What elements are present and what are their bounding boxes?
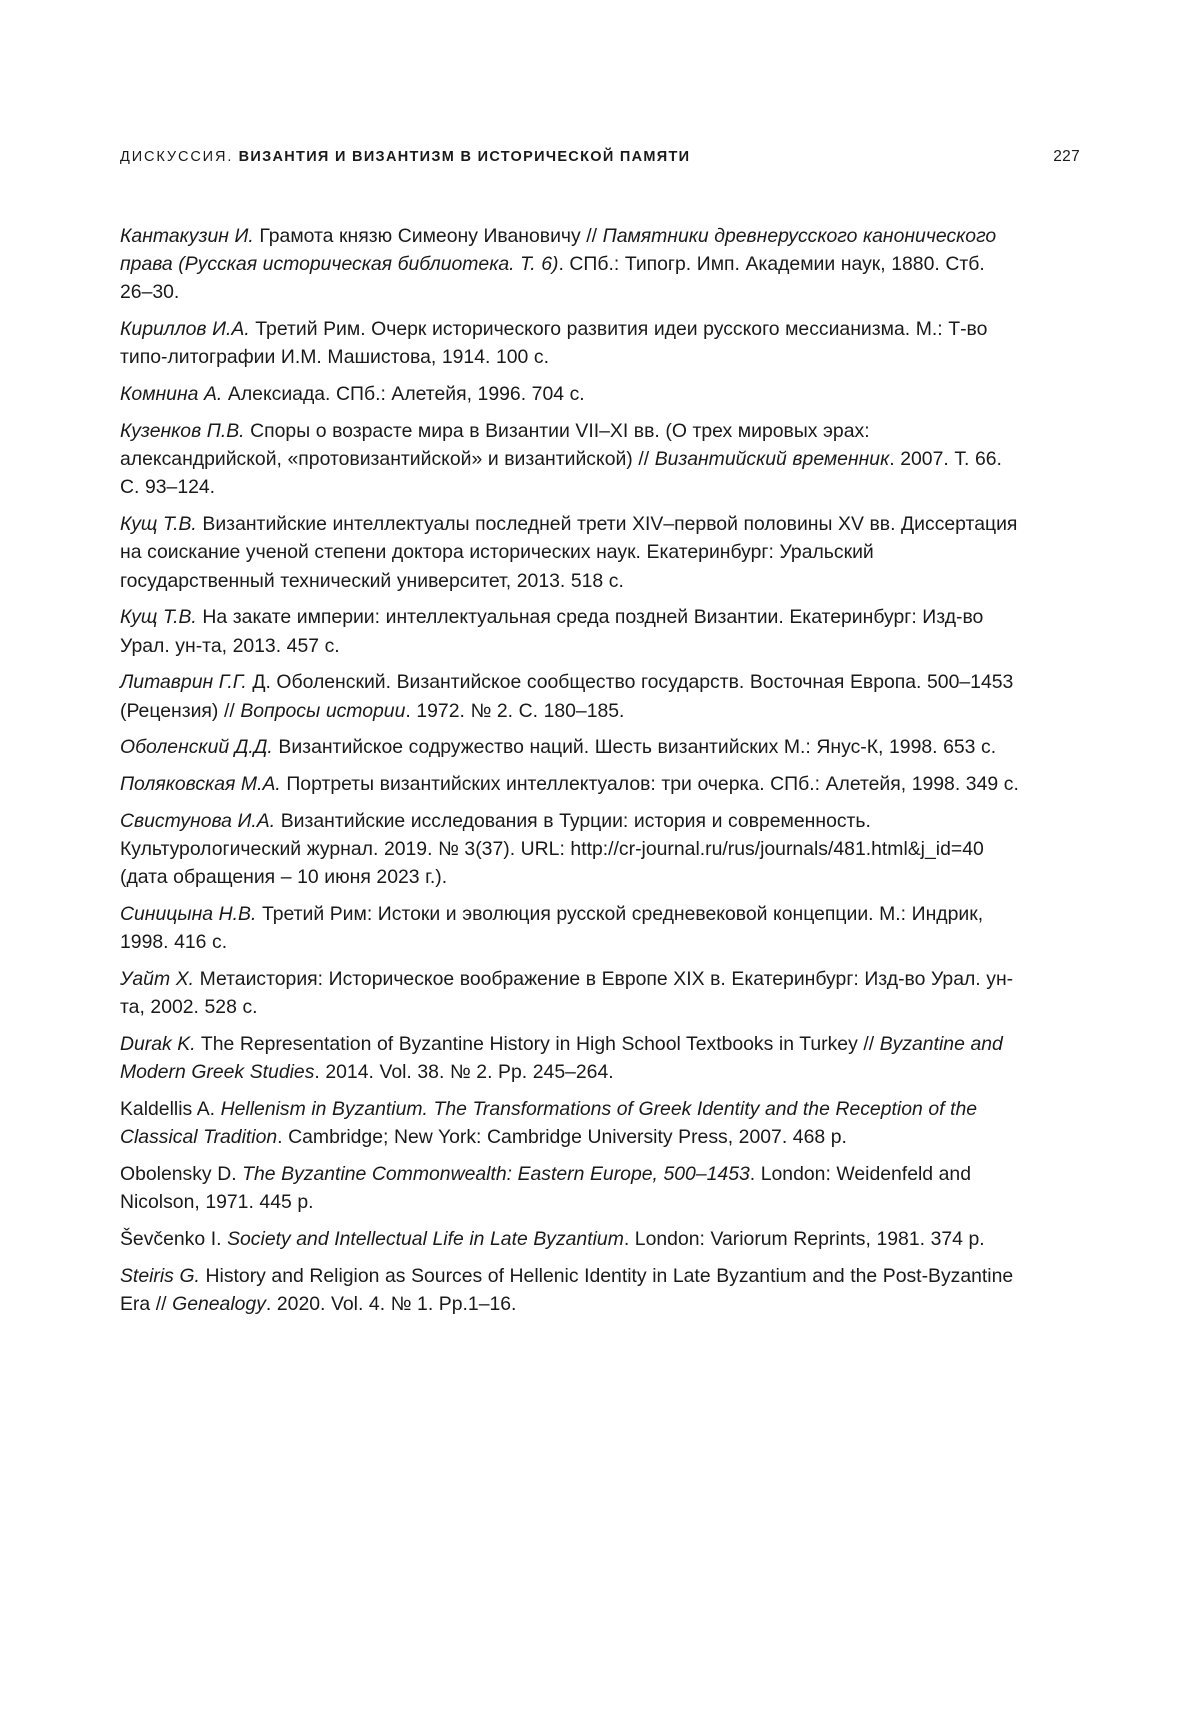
reference-emphasis: Уайт Х. [120, 967, 195, 990]
reference-entry [120, 510, 1020, 595]
reference-entry [120, 380, 1020, 408]
reference-emphasis: Оболенский Д.Д. [120, 736, 273, 759]
reference-text: . 2020. Vol. 4. № 1. Pp.1–16. [265, 1292, 517, 1315]
reference-text: Византийское содружество наций. Шесть византийских М.: Янус-К, 1998. 653 с. [272, 736, 997, 759]
reference-emphasis: Durak K. [120, 1032, 196, 1055]
reference-text: Алексиада. СПб.: Алетейя, 1996. 704 с. [222, 383, 585, 406]
reference-text: The Representation of Byzantine History in High School Textbooks in Turkey // [195, 1032, 880, 1055]
reference-text: . 1972. № 2. С. 180–185. [405, 699, 625, 722]
reference-entry [120, 603, 1020, 659]
reference-entry [120, 1030, 1020, 1086]
reference-text: Споры о возрасте мира в Византии VII–XI вв. (О трех мировых эрах: александрийской, «протовизантийской» и византийской) // [120, 419, 870, 471]
reference-text: Kaldellis A. [120, 1097, 221, 1120]
reference-text: Третий Рим: Истоки и эволюция русской средневековой концепции. М.: Индрик, 1998. 416 с. [120, 902, 984, 954]
reference-text: Obolensky D. [120, 1162, 243, 1185]
reference-emphasis: Society and Intellectual Life in Late Byzantium [227, 1227, 624, 1250]
page-number: 227 [1053, 148, 1080, 165]
reference-text: Грамота князю Симеону Ивановичу // [253, 225, 603, 247]
running-head-section-label: ДИСКУССИЯ. [120, 149, 234, 165]
reference-emphasis: Вопросы истории [240, 699, 406, 722]
reference-emphasis: Кузенков П.В. [120, 419, 245, 442]
reference-emphasis: Steiris G. [120, 1264, 200, 1287]
running-head-section-title: ВИЗАНТИЯ И ВИЗАНТИЗМ В ИСТОРИЧЕСКОЙ ПАМЯТИ [238, 149, 691, 165]
reference-text: . London: Variorum Reprints, 1981. 374 p. [623, 1227, 985, 1250]
reference-text: . СПб.: Типогр. Имп. Академии наук, 1880. Стб. 26–30. [120, 253, 985, 304]
reference-emphasis: Genealogy [172, 1292, 266, 1315]
reference-entry [120, 1095, 1020, 1151]
reference-list [120, 222, 1020, 1318]
running-head [120, 148, 1080, 166]
reference-emphasis: Кущ Т.В. [120, 606, 197, 629]
reference-text: History and Religion as Sources of Hellenic Identity in Late Byzantium and the Post-Byzantine Era // [120, 1264, 1014, 1315]
reference-text: . 2007. Т. 66. С. 93–124. [120, 448, 1002, 499]
reference-emphasis: Byzantine and Modern Greek Studies [120, 1032, 1003, 1084]
reference-text: Портреты византийских интеллектуалов: три очерка. СПб.: Алетейя, 1998. 349 с. [280, 772, 1019, 795]
reference-entry [120, 1225, 1020, 1253]
reference-text: Византийские интеллектуалы последней трети XIV–первой половины XV вв. Диссертация на соискание ученой степени доктора исторических наук. Екатеринбург: Уральский государственный технический университет, 2013. 518 с. [120, 513, 1018, 592]
reference-entry [120, 417, 1020, 502]
reference-text: Ševčenko I. [120, 1227, 228, 1250]
reference-entry [120, 315, 1020, 371]
reference-emphasis: Кириллов И.А. [120, 318, 250, 341]
reference-text: На закате империи: интеллектуальная среда поздней Византии. Екатеринбург: Изд-во Урал. ун-та, 2013. 457 с. [120, 606, 984, 657]
reference-text: Д. Оболенский. Византийское сообщество государств. Восточная Европа. 500–1453 (Рецензия) // [120, 671, 1014, 722]
reference-entry [120, 222, 1020, 307]
reference-emphasis: Синицына Н.В. [120, 902, 257, 925]
reference-text: Третий Рим. Очерк исторического развития идеи русского мессианизма. М.: Т-во типо-литографии И.М. Машистова, 1914. 100 с. [120, 318, 988, 369]
reference-emphasis: Кантакузин И. [120, 225, 254, 247]
reference-entry [120, 807, 1020, 892]
reference-text: . London: Weidenfeld and Nicolson, 1971. 445 p. [120, 1162, 972, 1214]
reference-emphasis: The Byzantine Commonwealth: Eastern Europe, 500–1453 [242, 1162, 750, 1185]
reference-emphasis: Византийский временник [654, 448, 890, 471]
reference-emphasis: Кущ Т.В. [120, 513, 197, 536]
reference-text: . 2014. Vol. 38. № 2. Pp. 245–264. [314, 1061, 614, 1084]
running-head-title [120, 149, 690, 165]
reference-emphasis: Поляковская М.А. [120, 772, 281, 795]
reference-emphasis: Комнина А. [120, 383, 223, 406]
reference-emphasis: Памятники древнерусского канонического права (Русская историческая библиотека. Т. 6) [120, 225, 997, 276]
reference-entry [120, 965, 1020, 1021]
reference-entry [120, 770, 1020, 798]
reference-text: Византийские исследования в Турции: история и современность. Культурологический журнал. 2019. № 3(37). URL: http://cr-journal.ru/rus/journals/481.html&j_id=40 (дата обращения – 10 июня 2023 г.). [120, 809, 984, 889]
reference-entry [120, 1262, 1020, 1318]
reference-entry [120, 668, 1020, 724]
reference-text: Метаистория: Историческое воображение в Европе XIX в. Екатеринбург: Изд-во Урал. ун-та, 2002. 528 с. [120, 967, 1014, 1019]
reference-emphasis: Hellenism in Byzantium. The Transformations of Greek Identity and the Reception of the Classical Tradition [120, 1097, 978, 1149]
reference-emphasis: Свистунова И.А. [120, 809, 276, 832]
reference-entry [120, 1160, 1020, 1216]
reference-text: . Cambridge; New York: Cambridge University Press, 2007. 468 p. [277, 1126, 847, 1149]
reference-emphasis: Литаврин Г.Г. [120, 671, 247, 694]
reference-entry [120, 900, 1020, 956]
reference-entry [120, 733, 1020, 761]
